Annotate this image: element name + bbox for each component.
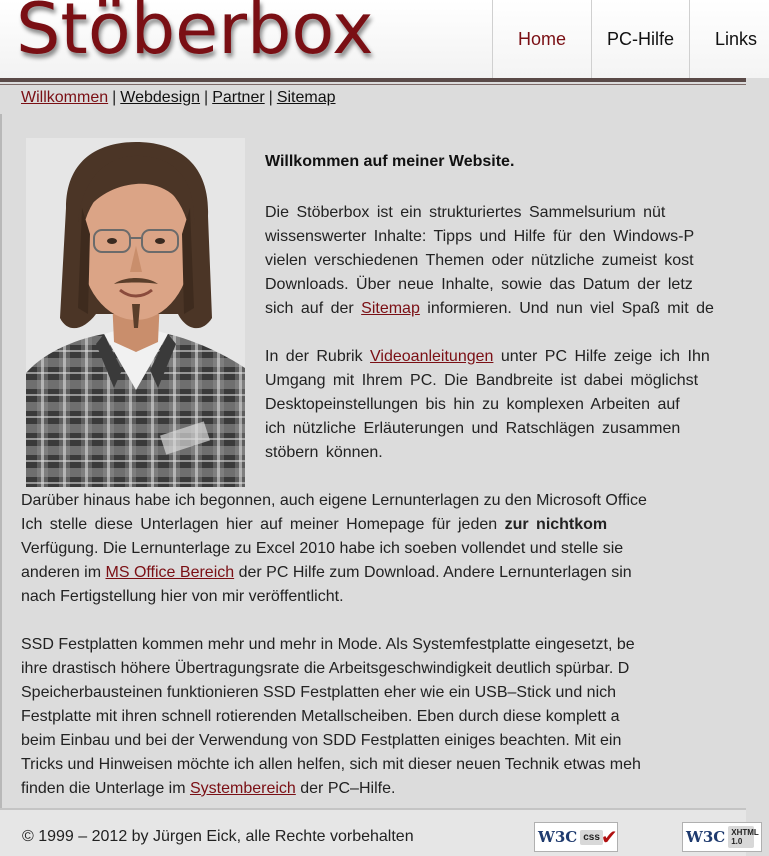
ssd-paragraph	[21, 633, 641, 801]
text-line: ihre drastisch höhere Übertragungsrate die Arbeitsgeschwindigkeit deutlich spürbar. D	[21, 660, 630, 677]
text-line: ich nützliche Erläuterungen und Ratschlägen zusammen	[265, 420, 681, 437]
site-header	[0, 0, 758, 80]
text-segment: unter PC Hilfe zeige ich Ihn	[493, 348, 710, 365]
text-segment: sich auf der	[265, 300, 362, 317]
text-line: wissenswerter Inhalte: Tipps und Hilfe für den Windows-P	[265, 228, 695, 245]
text-line: stöbern können.	[265, 444, 383, 461]
text-line	[21, 561, 647, 585]
text-line: Tricks und Hinweisen möchte ich allen helfen, sich mit dieser neuen Technik etwas meh	[21, 756, 641, 773]
text-segment: In der Rubrik	[265, 348, 371, 365]
subnav-sitemap[interactable]: Sitemap	[276, 89, 336, 106]
text-line: Desktopeinstellungen bis hin zu komplexen Arbeiten auf	[265, 396, 680, 413]
nav-home[interactable]: Home	[492, 0, 591, 78]
video-paragraph	[265, 345, 710, 465]
main-nav	[492, 0, 769, 78]
author-photo	[26, 138, 245, 487]
intro-paragraph	[265, 201, 714, 321]
ms-office-link[interactable]: MS Office Bereich	[105, 564, 235, 581]
text-segment: der PC–Hilfe.	[295, 780, 396, 797]
text-line: Darüber hinaus habe ich begonnen, auch eigene Lernunterlagen zu den Microsoft Office	[21, 492, 647, 509]
systembereich-link[interactable]: Systembereich	[189, 780, 296, 797]
office-paragraph	[21, 489, 647, 609]
text-segment: finden die Unterlage im	[21, 780, 190, 797]
text-line: vielen verschiedenen Themen oder nützliche zumeist kost	[265, 252, 694, 269]
w3c-css-badge[interactable]	[534, 822, 618, 852]
text-segment: anderen im	[21, 564, 106, 581]
site-logo[interactable]: Stöberbox	[16, 0, 374, 70]
sitemap-link[interactable]: Sitemap	[361, 300, 420, 317]
w3c-logo: W3C	[686, 828, 726, 846]
subnav-separator: |	[112, 89, 117, 106]
text-line	[265, 345, 710, 369]
content-border	[0, 114, 2, 808]
text-segment: der PC Hilfe zum Download. Andere Lernunterlagen sin	[234, 564, 632, 581]
subnav-separator: |	[204, 89, 209, 106]
text-line: Speicherbausteinen funktionieren SSD Festplatten eher wie ein USB–Stick und nich	[21, 684, 617, 701]
text-bold: zur nichtkom	[504, 516, 608, 533]
checkmark-icon: ✔	[600, 826, 618, 849]
text-line: Die Stöberbox ist ein strukturiertes Sammelsurium nüt	[265, 204, 666, 221]
text-segment: Ich stelle diese Unterlagen hier auf meiner Homepage für jeden	[21, 516, 505, 533]
badge-kind: css	[580, 830, 603, 845]
text-line	[21, 513, 647, 537]
sub-navigation	[21, 89, 336, 109]
text-line: beim Einbau und bei der Verwendung von SDD Festplatten einiges beachten. Mit ein	[21, 732, 622, 749]
text-line	[265, 297, 714, 321]
w3c-logo: W3C	[538, 828, 578, 846]
header-divider	[0, 78, 746, 82]
badge-kind: XHTML 1.0	[728, 826, 754, 848]
text-line: Festplatte mit ihren schnell rotierenden Metallscheiben. Eben durch diese komplett a	[21, 708, 620, 725]
site-footer	[0, 810, 759, 856]
welcome-heading: Willkommen auf meiner Website.	[265, 153, 515, 170]
nav-links[interactable]: Links	[689, 0, 769, 78]
w3c-xhtml-badge[interactable]	[682, 822, 762, 852]
subnav-webdesign[interactable]: Webdesign	[120, 89, 201, 106]
text-line	[21, 777, 641, 801]
subnav-willkommen[interactable]: Willkommen	[21, 89, 109, 106]
nav-pc-hilfe[interactable]: PC-Hilfe	[591, 0, 689, 78]
copyright-text: © 1999 – 2012 by Jürgen Eick, alle Rechte vorbehalten	[22, 828, 414, 845]
subnav-separator: |	[268, 89, 273, 106]
text-line: Verfügung. Die Lernunterlage zu Excel 2010 habe ich soeben vollendet und stelle sie	[21, 540, 624, 557]
text-segment: informieren. Und nun viel Spaß mit de	[419, 300, 714, 317]
header-divider-thin	[0, 84, 746, 85]
videoanleitungen-link[interactable]: Videoanleitungen	[370, 348, 494, 365]
portrait-image	[26, 138, 245, 487]
text-line: SSD Festplatten kommen mehr und mehr in Mode. Als Systemfestplatte eingesetzt, be	[21, 636, 635, 653]
text-line: Umgang mit Ihrem PC. Die Bandbreite ist dabei möglichst	[265, 372, 699, 389]
text-line: Downloads. Über neue Inhalte, sowie das Datum der letz	[265, 276, 693, 293]
text-line: nach Fertigstellung hier von mir veröffentlicht.	[21, 588, 344, 605]
subnav-partner[interactable]: Partner	[212, 89, 265, 106]
